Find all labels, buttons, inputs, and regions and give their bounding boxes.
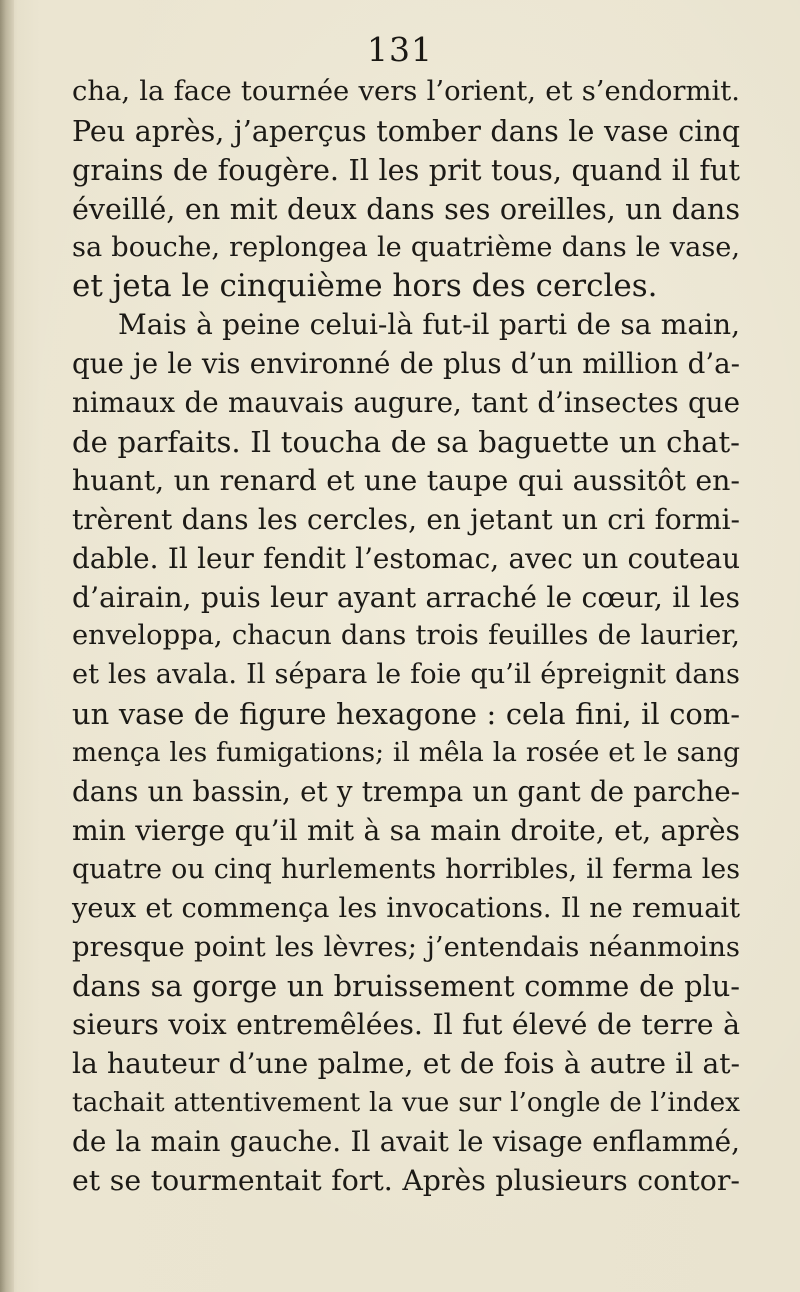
paragraph-start-line: Mais à peine celui-là fut-il parti de sa main,: [118, 308, 740, 342]
text-line: enveloppa, chacun dans trois feuilles de laurier,: [72, 620, 740, 652]
text-line: huant, un renard et une taupe qui aussitôt en-: [72, 463, 740, 497]
text-line: éveillé, en mit deux dans ses oreilles, un dans: [72, 191, 740, 226]
text-line: quatre ou cinq hurlements horribles, il ferma les: [72, 853, 740, 885]
text-line: que je le vis environné de plus d’un million d’a-: [72, 347, 740, 381]
text-line: tachait attentivement la vue sur l’ongle de l’index: [72, 1088, 740, 1119]
text-line: nimaux de mauvais augure, tant d’insectes que: [72, 386, 740, 420]
text-line: de la main gauche. Il avait le visage enflammé,: [72, 1125, 740, 1159]
text-line: sa bouche, replongea le quatrième dans le vase,: [72, 231, 740, 263]
text-line: sieurs voix entremêlées. Il fut élevé de terre à: [72, 1008, 740, 1042]
text-line: dans sa gorge un bruissement comme de plu-: [72, 969, 740, 1004]
text-line: et jeta le cinquième hors des cercles.: [72, 268, 658, 305]
page-number: 131: [367, 30, 433, 69]
text-line: trèrent dans les cercles, en jetant un cri formi-: [72, 502, 740, 536]
text-line: Peu après, j’aperçus tomber dans le vase cinq: [72, 113, 740, 148]
text-line: dans un bassin, et y trempa un gant de parche-: [72, 775, 740, 809]
text-line: un vase de figure hexagone : cela fini, il com-: [72, 697, 740, 732]
text-line: de parfaits. Il toucha de sa baguette un chat-: [72, 425, 740, 460]
text-line: la hauteur d’une palme, et de fois à autre il at-: [72, 1047, 740, 1081]
text-line: et les avala. Il sépara le foie qu’il épreignit dans: [72, 659, 740, 691]
text-line: d’airain, puis leur ayant arraché le cœur, il les: [72, 580, 740, 614]
text-line: et se tourmentait fort. Après plusieurs contor-: [72, 1163, 740, 1197]
text-line: grains de fougère. Il les prit tous, quand il fut: [72, 152, 740, 187]
text-line: yeux et commença les invocations. Il ne remuait: [72, 892, 740, 924]
book-spine-shadow: [0, 0, 14, 1292]
text-line: min vierge qu’il mit à sa main droite, et, après: [72, 813, 740, 847]
text-line: cha, la face tournée vers l’orient, et s’endormit.: [72, 76, 740, 107]
body-text: [72, 73, 740, 1201]
text-line: mença les fumigations; il mêla la rosée et le sang: [72, 737, 740, 769]
text-line: presque point les lèvres; j’entendais néanmoins: [72, 931, 740, 963]
text-line: dable. Il leur fendit l’estomac, avec un couteau: [72, 541, 740, 575]
